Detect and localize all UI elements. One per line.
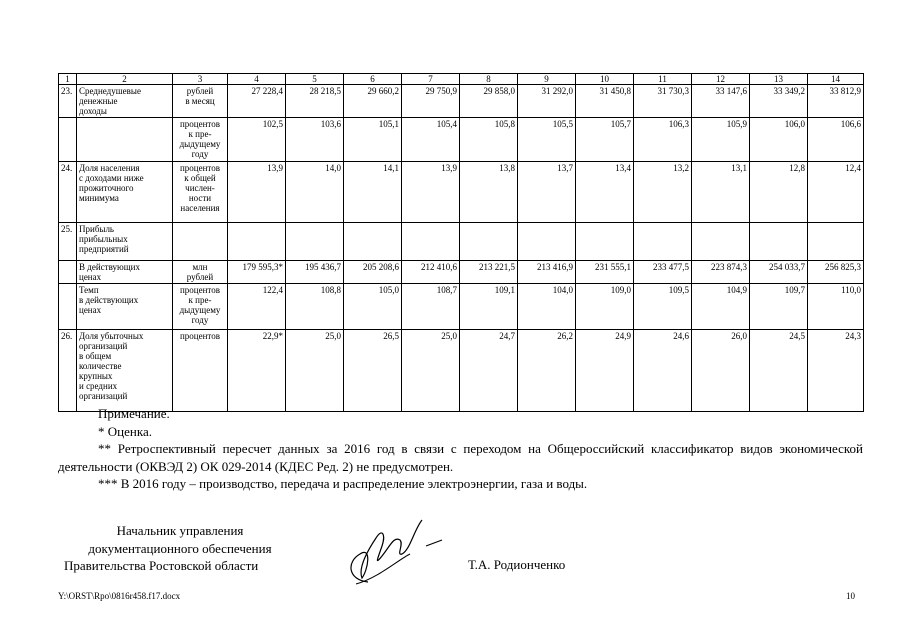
note-retrospective: ** Ретроспективный пересчет данных за 2016 год в связи с переходом на Общероссийский классификатор видов экономической деятельности (ОКВЭД 2) ОК 029-2014 (КДЕС Ред. 2) не предусмотрен. <box>58 441 863 474</box>
value-cell: 13,8 <box>460 162 518 223</box>
column-number-header: 3 <box>173 74 228 85</box>
unit-cell <box>173 223 228 261</box>
column-number-header: 2 <box>77 74 173 85</box>
value-cell: 109,5 <box>634 284 692 330</box>
column-number-header: 11 <box>634 74 692 85</box>
value-cell: 12,4 <box>808 162 864 223</box>
value-cell: 22,9* <box>228 330 286 412</box>
indicator-label-cell: Доля населения с доходами ниже прожиточного минимума <box>77 162 173 223</box>
signatory-name: Т.А. Родионченко <box>468 557 566 572</box>
value-cell: 24,6 <box>634 330 692 412</box>
table-row <box>59 85 864 118</box>
column-number-header: 13 <box>750 74 808 85</box>
indicator-label-cell: Прибыль прибыльных предприятий <box>77 223 173 261</box>
table-row <box>59 261 864 284</box>
value-cell: 25,0 <box>286 330 344 412</box>
column-number-header: 7 <box>402 74 460 85</box>
value-cell: 13,9 <box>228 162 286 223</box>
value-cell: 13,1 <box>692 162 750 223</box>
value-cell: 12,8 <box>750 162 808 223</box>
value-cell: 14,0 <box>286 162 344 223</box>
unit-cell: млн рублей <box>173 261 228 284</box>
value-cell: 233 477,5 <box>634 261 692 284</box>
value-cell: 13,9 <box>402 162 460 223</box>
value-cell: 213 221,5 <box>460 261 518 284</box>
row-number-cell: 24. <box>59 162 77 223</box>
value-cell: 24,9 <box>576 330 634 412</box>
value-cell: 25,0 <box>402 330 460 412</box>
indicator-label-cell <box>77 118 173 162</box>
position-line-3: Правительства Ростовской области <box>64 558 259 573</box>
notes-section <box>58 405 863 493</box>
unit-cell: рублей в месяц <box>173 85 228 118</box>
unit-cell: процентов к общей числен- ности населения <box>173 162 228 223</box>
page-number: 10 <box>846 591 855 601</box>
value-cell: 33 349,2 <box>750 85 808 118</box>
value-cell: 179 595,3* <box>228 261 286 284</box>
value-cell: 31 730,3 <box>634 85 692 118</box>
value-cell: 27 228,4 <box>228 85 286 118</box>
value-cell: 109,1 <box>460 284 518 330</box>
value-cell: 108,7 <box>402 284 460 330</box>
value-cell: 14,1 <box>344 162 402 223</box>
note-heading: Примечание. <box>98 406 170 421</box>
indicator-label-cell: Среднедушевые денежные доходы <box>77 85 173 118</box>
row-number-cell <box>59 284 77 330</box>
value-cell <box>576 223 634 261</box>
signatory-position <box>58 522 302 575</box>
column-number-header: 5 <box>286 74 344 85</box>
value-cell: 109,7 <box>750 284 808 330</box>
value-cell: 33 147,6 <box>692 85 750 118</box>
column-number-header: 9 <box>518 74 576 85</box>
table-row <box>59 162 864 223</box>
value-cell: 31 292,0 <box>518 85 576 118</box>
value-cell: 106,0 <box>750 118 808 162</box>
value-cell: 13,7 <box>518 162 576 223</box>
value-cell <box>228 223 286 261</box>
value-cell <box>692 223 750 261</box>
table-row <box>59 118 864 162</box>
value-cell: 223 874,3 <box>692 261 750 284</box>
row-number-cell: 23. <box>59 85 77 118</box>
value-cell <box>286 223 344 261</box>
table-row <box>59 284 864 330</box>
data-table <box>58 73 864 412</box>
value-cell: 24,7 <box>460 330 518 412</box>
value-cell: 33 812,9 <box>808 85 864 118</box>
value-cell: 24,3 <box>808 330 864 412</box>
file-path: Y:\ORST\Rpo\0816r458.f17.docx <box>58 591 181 601</box>
value-cell: 26,2 <box>518 330 576 412</box>
value-cell: 29 660,2 <box>344 85 402 118</box>
indicator-label-cell: Доля убыточных организаций в общем количестве крупных и средних организаций <box>77 330 173 412</box>
value-cell: 122,4 <box>228 284 286 330</box>
value-cell: 213 416,9 <box>518 261 576 284</box>
value-cell: 26,5 <box>344 330 402 412</box>
value-cell: 106,3 <box>634 118 692 162</box>
value-cell: 105,9 <box>692 118 750 162</box>
value-cell: 256 825,3 <box>808 261 864 284</box>
value-cell: 108,8 <box>286 284 344 330</box>
position-line-2: документационного обеспечения <box>88 540 272 556</box>
value-cell: 212 410,6 <box>402 261 460 284</box>
value-cell: 31 450,8 <box>576 85 634 118</box>
value-cell: 205 208,6 <box>344 261 402 284</box>
value-cell <box>808 223 864 261</box>
unit-cell: процентов <box>173 330 228 412</box>
handwritten-signature <box>338 510 446 588</box>
value-cell: 29 858,0 <box>460 85 518 118</box>
value-cell: 104,9 <box>692 284 750 330</box>
column-number-header: 10 <box>576 74 634 85</box>
value-cell: 105,8 <box>460 118 518 162</box>
table-header-row <box>59 74 864 85</box>
value-cell <box>402 223 460 261</box>
value-cell: 26,0 <box>692 330 750 412</box>
value-cell: 13,4 <box>576 162 634 223</box>
note-2016: *** В 2016 году – производство, передача и распределение электроэнергии, газа и воды. <box>98 476 588 491</box>
value-cell <box>518 223 576 261</box>
value-cell: 28 218,5 <box>286 85 344 118</box>
row-number-cell: 26. <box>59 330 77 412</box>
value-cell: 105,7 <box>576 118 634 162</box>
value-cell: 105,5 <box>518 118 576 162</box>
value-cell: 106,6 <box>808 118 864 162</box>
table-row <box>59 330 864 412</box>
value-cell: 103,6 <box>286 118 344 162</box>
row-number-cell <box>59 118 77 162</box>
note-estimate: * Оценка. <box>98 423 152 439</box>
value-cell: 110,0 <box>808 284 864 330</box>
position-line-1: Начальник управления <box>116 523 244 538</box>
value-cell: 105,1 <box>344 118 402 162</box>
value-cell: 109,0 <box>576 284 634 330</box>
value-cell: 105,0 <box>344 284 402 330</box>
value-cell: 29 750,9 <box>402 85 460 118</box>
unit-cell: процентов к пре- дыдущему году <box>173 284 228 330</box>
value-cell: 24,5 <box>750 330 808 412</box>
value-cell: 231 555,1 <box>576 261 634 284</box>
column-number-header: 1 <box>59 74 77 85</box>
column-number-header: 8 <box>460 74 518 85</box>
row-number-cell <box>59 261 77 284</box>
value-cell: 102,5 <box>228 118 286 162</box>
indicator-label-cell: В действующих ценах <box>77 261 173 284</box>
value-cell: 105,4 <box>402 118 460 162</box>
value-cell <box>750 223 808 261</box>
value-cell: 254 033,7 <box>750 261 808 284</box>
column-number-header: 12 <box>692 74 750 85</box>
value-cell <box>344 223 402 261</box>
value-cell <box>634 223 692 261</box>
column-number-header: 4 <box>228 74 286 85</box>
value-cell: 104,0 <box>518 284 576 330</box>
unit-cell: процентов к пре- дыдущему году <box>173 118 228 162</box>
column-number-header: 14 <box>808 74 864 85</box>
table-row <box>59 223 864 261</box>
column-number-header: 6 <box>344 74 402 85</box>
value-cell: 195 436,7 <box>286 261 344 284</box>
value-cell: 13,2 <box>634 162 692 223</box>
row-number-cell: 25. <box>59 223 77 261</box>
indicator-label-cell: Темп в действующих ценах <box>77 284 173 330</box>
value-cell <box>460 223 518 261</box>
